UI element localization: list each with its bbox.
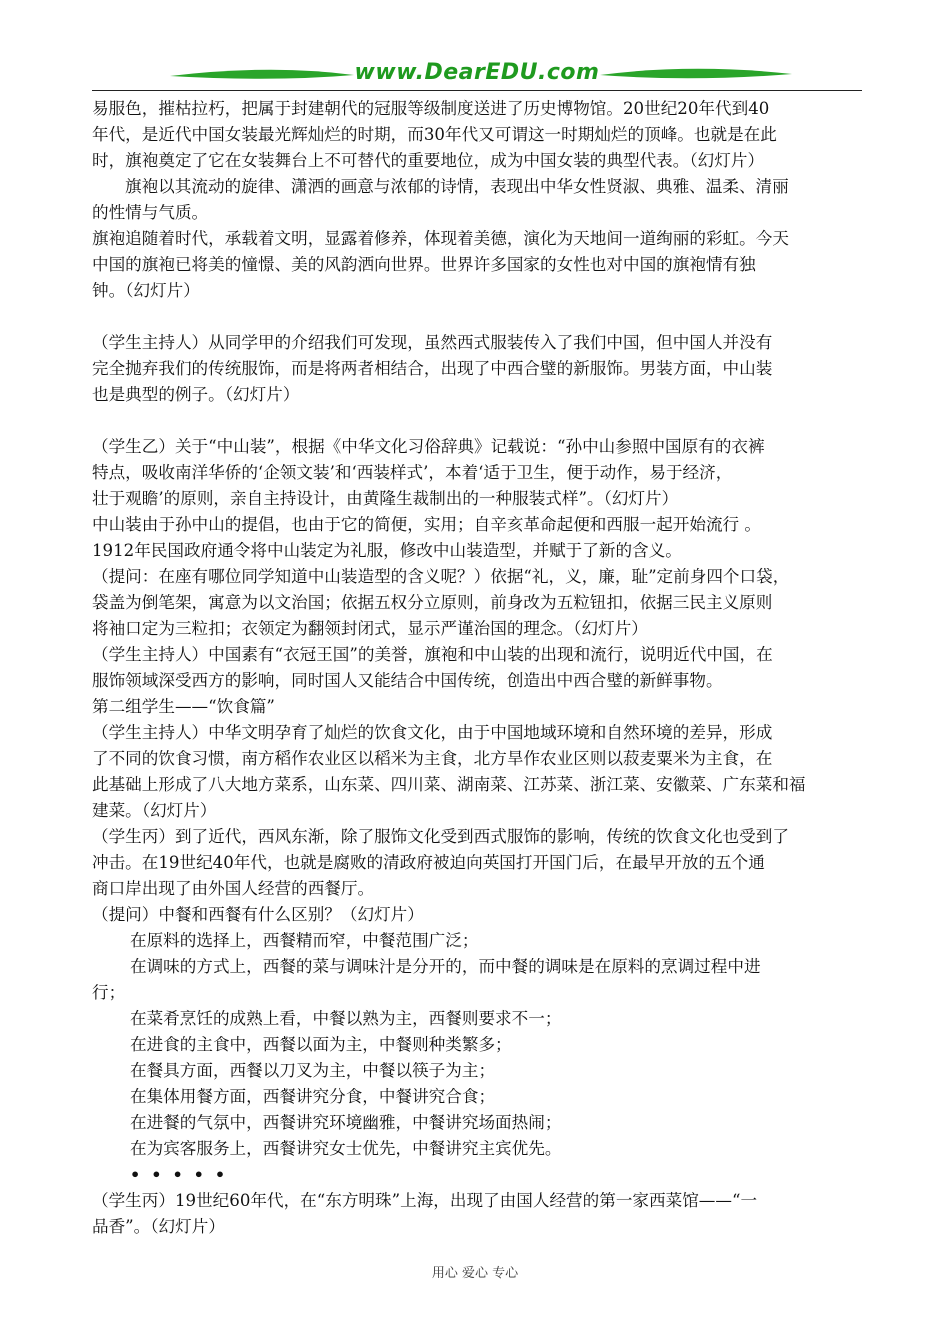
text-line: 将袖口定为三粒扣；衣领定为翻领封闭式，显示严谨治国的理念。（幻灯片）: [92, 619, 648, 638]
text-line: （学生丙）到了近代，西风东渐，除了服饰文化受到西式服饰的影响，传统的饮食文化也受到了: [92, 827, 789, 846]
page-footer: 用心 爱心 专心: [431, 1266, 519, 1281]
site-header-logo: [92, 58, 862, 98]
text-line: 钟。（幻灯片）: [92, 281, 200, 300]
text-line: （学生主持人）从同学甲的介绍我们可发现，虽然西式服装传入了我们中国，但中国人并没有: [92, 333, 773, 352]
comparison-item: 在菜肴烹饪的成熟上看，中餐以熟为主，西餐则要求不一；: [130, 1009, 562, 1028]
comparison-item: 在为宾客服务上，西餐讲究女士优先，中餐讲究主宾优先。: [130, 1139, 562, 1158]
text-line: 年代，是近代中国女装最光辉灿烂的时期，而30年代又可谓这一时期灿烂的顶峰。也就是在此: [92, 125, 777, 144]
paragraph-spacer: [92, 408, 862, 434]
text-line: 行；: [92, 983, 126, 1002]
text-line: （提问：在座有哪位同学知道中山装造型的含义呢？）依据“礼，义，廉，耻”定前身四个口袋，: [92, 567, 790, 586]
comparison-item: 在调味的方式上，西餐的菜与调味汁是分开的，而中餐的调味是在原料的烹调过程中进: [130, 957, 761, 976]
text-line: 建菜。（幻灯片）: [92, 801, 217, 820]
text-line: 的性情与气质。: [92, 203, 209, 222]
text-line: 了不同的饮食习惯，南方稻作农业区以稻米为主食，北方旱作农业区则以菽麦粟米为主食，在: [92, 749, 773, 768]
text-line: （学生乙）关于“中山装”，根据《中华文化习俗辞典》记载说：“孙中山参照中国原有的衣裤: [92, 437, 765, 456]
text-line: 品香”。（幻灯片）: [92, 1217, 225, 1236]
text-line: 完全抛弃我们的传统服饰，而是将两者相结合，出现了中西合璧的新服饰。男装方面，中山装: [92, 359, 773, 378]
text-line: （学生丙）19世纪60年代，在“东方明珠”上海，出现了由国人经营的第一家西菜馆——“一: [92, 1191, 758, 1210]
comparison-item: 在进食的主食中，西餐以面为主，中餐则种类繁多；: [130, 1035, 512, 1054]
text-line: 服饰领域深受西方的影响，同时国人又能结合中国传统，创造出中西合璧的新鲜事物。: [92, 671, 723, 690]
site-url-logo: www.DearEDU.com: [354, 60, 600, 85]
header-divider: [92, 90, 862, 91]
text-line: 时，旗袍奠定了它在女装舞台上不可替代的重要地位，成为中国女装的典型代表。（幻灯片）: [92, 151, 765, 170]
text-line: 商口岸出现了由外国人经营的西餐厅。: [92, 879, 375, 898]
text-line: 冲击。在19世纪40年代，也就是腐败的清政府被迫向英国打开国门后，在最早开放的五个通: [92, 853, 765, 872]
text-line: 壮于观瞻’的原则，亲自主持设计，由黄隆生裁制出的一种服装式样”。（幻灯片）: [92, 489, 679, 508]
comparison-item: 在餐具方面，西餐以刀叉为主，中餐以筷子为主；: [130, 1061, 496, 1080]
text-line: （学生主持人）中国素有“衣冠王国”的美誉，旗袍和中山装的出现和流行，说明近代中国，在: [92, 645, 773, 664]
paragraph-spacer: [92, 304, 862, 330]
ellipsis-dots: •••••: [130, 1165, 237, 1184]
comparison-item: 在原料的选择上，西餐精而窄，中餐范围广泛；: [130, 931, 479, 950]
document-body: [92, 96, 862, 1240]
text-line: （学生主持人）中华文明孕育了灿烂的饮食文化，由于中国地域环境和自然环境的差异，形成: [92, 723, 773, 742]
comparison-item: 在进餐的气氛中，西餐讲究环境幽雅，中餐讲究场面热闹；: [130, 1113, 562, 1132]
text-line: 特点，吸收南洋华侨的‘企领文装’和‘西装样式’，本着‘适于卫生，便于动作，易于经济，: [92, 463, 733, 482]
text-line: 旗袍以其流动的旋律、潇洒的画意与浓郁的诗情，表现出中华女性贤淑、典雅、温柔、清丽: [125, 177, 789, 196]
text-line: （提问）中餐和西餐有什么区别？（幻灯片）: [92, 905, 424, 924]
text-line: 袋盖为倒笔架，寓意为以文治国；依据五权分立原则，前身改为五粒钮扣，依据三民主义原则: [92, 593, 773, 612]
text-line: 中国的旗袍已将美的憧憬、美的风韵洒向世界。世界许多国家的女性也对中国的旗袍情有独: [92, 255, 756, 274]
text-line: 旗袍追随着时代，承载着文明，显露着修养，体现着美德，演化为天地间一道绚丽的彩虹。今天: [92, 229, 789, 248]
text-line: 也是典型的例子。（幻灯片）: [92, 385, 300, 404]
text-line: 易服色，摧枯拉朽，把属于封建朝代的冠服等级制度送进了历史博物馆。20世纪20年代到40: [92, 99, 770, 118]
section-heading: 第二组学生——“饮食篇”: [92, 697, 275, 716]
text-line: 中山装由于孙中山的提倡，也由于它的简便，实用；自辛亥革命起便和西服一起开始流行 。: [92, 515, 762, 534]
comparison-item: 在集体用餐方面，西餐讲究分食，中餐讲究合食；: [130, 1087, 496, 1106]
text-line: 此基础上形成了八大地方菜系，山东菜、四川菜、湖南菜、江苏菜、浙江菜、安徽菜、广东菜和福: [92, 775, 806, 794]
text-line: 1912年民国政府通令将中山装定为礼服，修改中山装造型，并赋于了新的含义。: [92, 541, 682, 560]
